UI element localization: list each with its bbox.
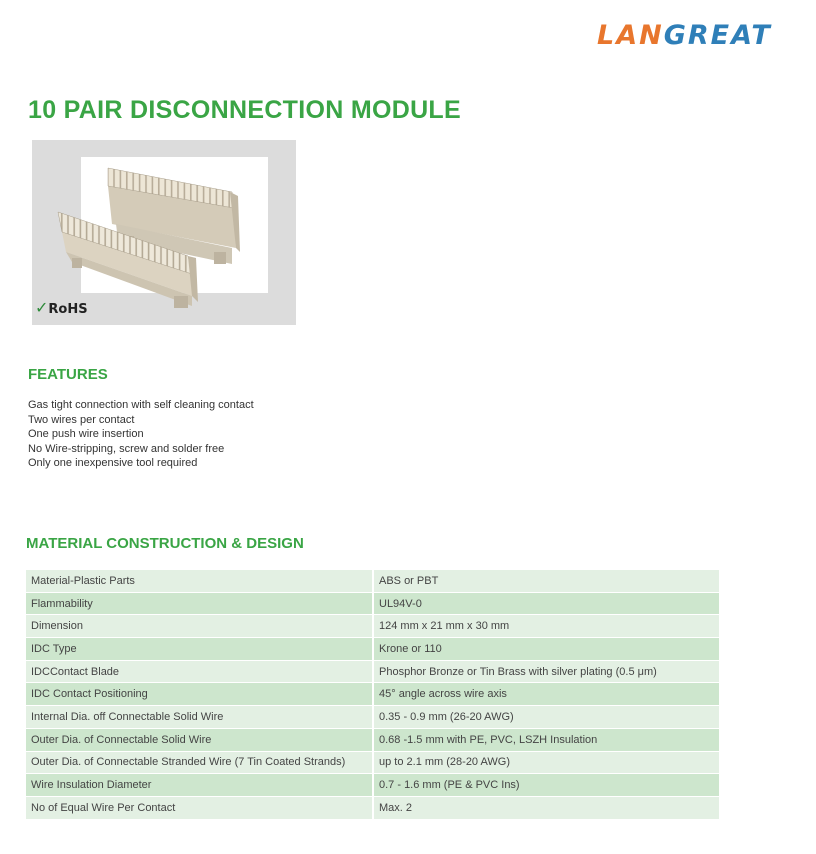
spec-value: up to 2.1 mm (28-20 AWG): [373, 751, 719, 774]
spec-label: Material-Plastic Parts: [26, 570, 373, 592]
spec-label: IDC Type: [26, 638, 373, 661]
rohs-badge-text: RoHS: [48, 302, 88, 317]
table-row: [26, 774, 719, 797]
feature-item: Only one inexpensive tool required: [28, 457, 198, 470]
product-image: [32, 140, 296, 325]
spec-label: IDCContact Blade: [26, 660, 373, 683]
rohs-badge: [35, 298, 88, 317]
table-row: [26, 660, 719, 683]
spec-value: 0.7 - 1.6 mm (PE & PVC Ins): [373, 774, 719, 797]
spec-label: No of Equal Wire Per Contact: [26, 796, 373, 819]
table-row: [26, 728, 719, 751]
spec-label: Dimension: [26, 615, 373, 638]
material-spec-table: [26, 570, 719, 820]
table-row: [26, 592, 719, 615]
spec-value: 124 mm x 21 mm x 30 mm: [373, 615, 719, 638]
spec-value: UL94V-0: [373, 592, 719, 615]
spec-label: Outer Dia. of Connectable Solid Wire: [26, 728, 373, 751]
table-row: [26, 638, 719, 661]
page-title: 10 PAIR DISCONNECTION MODULE: [28, 96, 461, 124]
spec-label: Outer Dia. of Connectable Stranded Wire (7 Tin Coated Strands): [26, 751, 373, 774]
spec-value: Max. 2: [373, 796, 719, 819]
brand-logo: [597, 20, 772, 51]
spec-value: Phosphor Bronze or Tin Brass with silver plating (0.5 μm): [373, 660, 719, 683]
material-heading: MATERIAL CONSTRUCTION & DESIGN: [26, 535, 304, 552]
features-list: [28, 398, 254, 471]
spec-value: Krone or 110: [373, 638, 719, 661]
logo-text-lan: LAN: [597, 20, 664, 51]
check-mark-icon: ✓: [35, 298, 49, 317]
spec-value: ABS or PBT: [373, 570, 719, 592]
table-row: [26, 570, 719, 592]
feature-item: One push wire insertion: [28, 428, 144, 441]
table-row: [26, 683, 719, 706]
feature-item: No Wire-stripping, screw and solder free: [28, 442, 225, 455]
features-heading: FEATURES: [28, 366, 108, 383]
spec-label: Internal Dia. off Connectable Solid Wire: [26, 706, 373, 729]
spec-value: 0.35 - 0.9 mm (26-20 AWG): [373, 706, 719, 729]
logo-text-great: GREAT: [663, 20, 772, 51]
spec-label: IDC Contact Positioning: [26, 683, 373, 706]
feature-item: Gas tight connection with self cleaning contact: [28, 399, 254, 411]
spec-label: Flammability: [26, 592, 373, 615]
spec-value: 45° angle across wire axis: [373, 683, 719, 706]
table-row: [26, 706, 719, 729]
feature-item: Two wires per contact: [28, 413, 135, 426]
spec-label: Wire Insulation Diameter: [26, 774, 373, 797]
table-row: [26, 615, 719, 638]
table-row: [26, 751, 719, 774]
table-row: [26, 796, 719, 819]
spec-value: 0.68 -1.5 mm with PE, PVC, LSZH Insulation: [373, 728, 719, 751]
